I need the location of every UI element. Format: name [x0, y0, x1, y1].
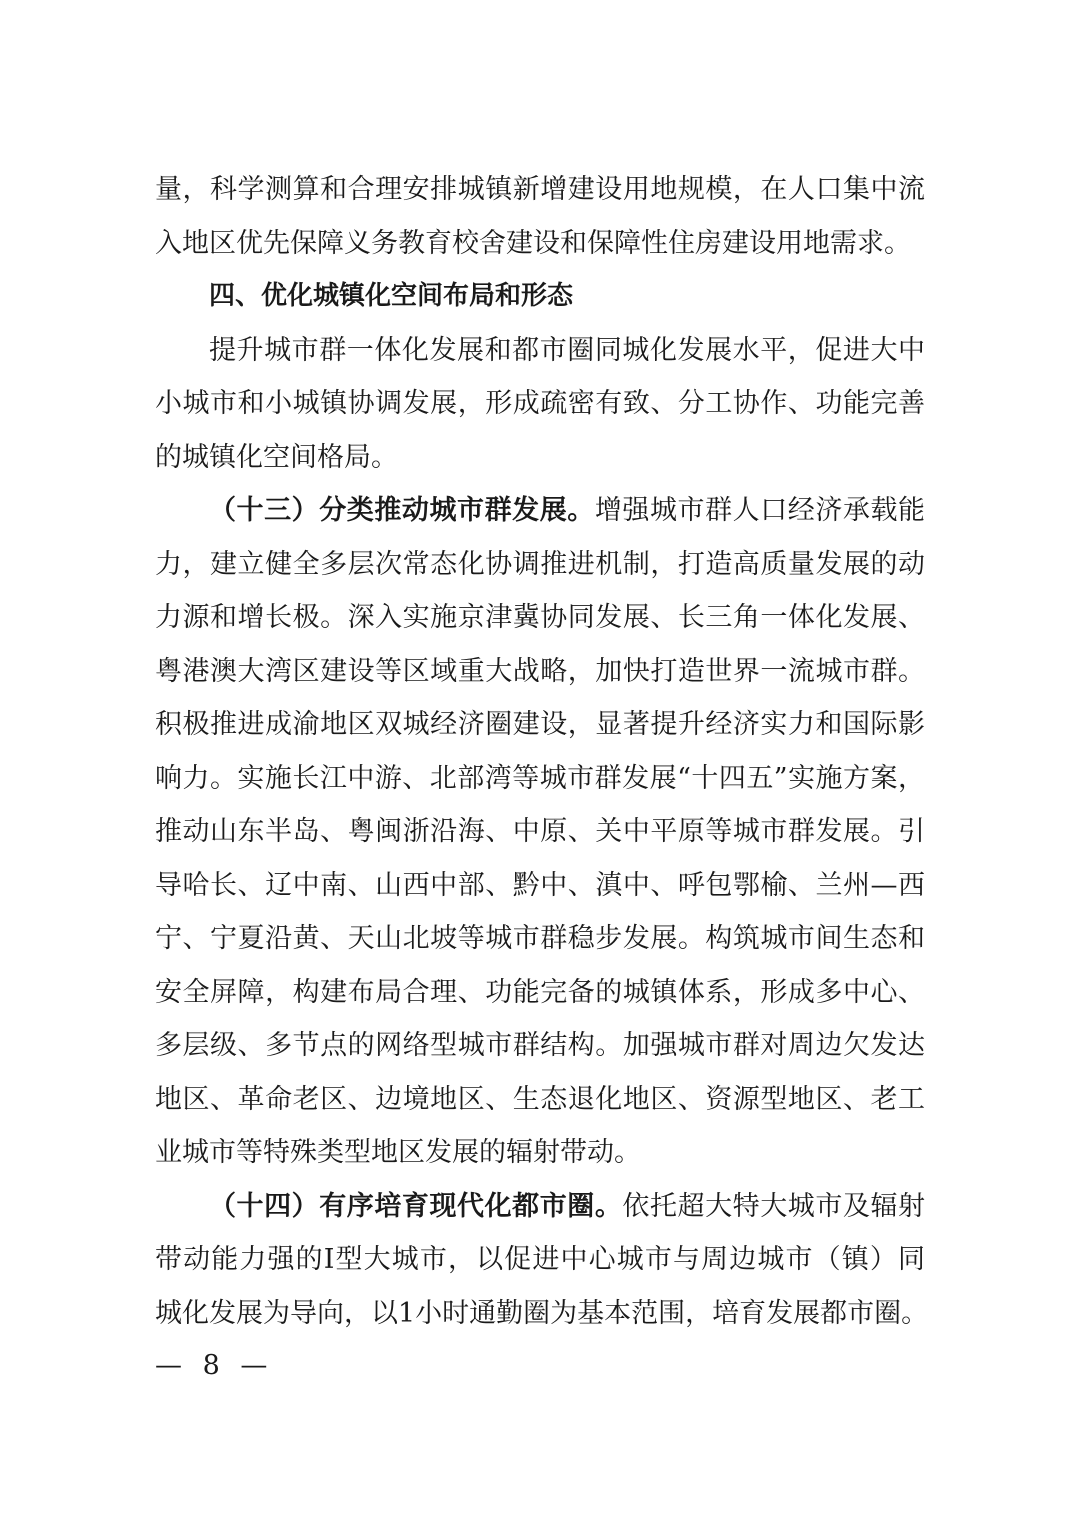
paragraph-first-line [155, 484, 925, 538]
document-body [155, 163, 929, 1340]
body-text: 依托超大特大城市及辐射 [622, 1190, 926, 1222]
body-line: 业城市等特殊类型地区发展的辐射带动。 [155, 1137, 641, 1168]
page-number: — 8 — [155, 1350, 274, 1381]
body-line: 城化发展为导向，以1小时通勤圈为基本范围，培育发展都市圈。 [155, 1297, 929, 1329]
body-line: 入地区优先保障义务教育校舍建设和保障性住房建设用地需求。 [155, 227, 911, 259]
body-line: 多层级、多节点的网络型城市群结构。加强城市群对周边欠发达 [155, 1030, 925, 1061]
body-line: 力，建立健全多层次常态化协调推进机制，打造高质量发展的动 [155, 548, 925, 580]
body-line: 地区、革命老区、边境地区、生态退化地区、资源型地区、老工 [155, 1083, 925, 1115]
body-line: 宁、宁夏沿黄、天山北坡等城市群稳步发展。构筑城市间生态和 [155, 923, 925, 954]
body-text: 增强城市群人口经济承载能 [594, 495, 926, 526]
paragraph-first-line [155, 1180, 925, 1234]
body-line: 导哈长、辽中南、山西中部、黔中、滇中、呼包鄂榆、兰州—西 [155, 869, 925, 901]
section-heading: 四、优化城镇化空间布局和形态 [209, 281, 574, 311]
body-line: 粤港澳大湾区建设等区域重大战略，加快打造世界一流城市群。 [155, 655, 925, 687]
body-line: 推动山东半岛、粤闽浙沿海、中原、关中平原等城市群发展。引 [155, 816, 925, 847]
paragraph-first-line: 提升城市群一体化发展和都市圈同城化发展水平，促进大中 [209, 334, 925, 366]
body-line: 积极推进成渝地区双城经济圈建设，显著提升经济实力和国际影 [155, 709, 925, 740]
body-line: 的城镇化空间格局。 [155, 441, 398, 473]
subsection-title: （十四）有序培育现代化都市圈。 [209, 1190, 623, 1222]
body-line: 力源和增长极。深入实施京津冀协同发展、长三角一体化发展、 [155, 602, 925, 633]
body-line: 量，科学测算和合理安排城镇新增建设用地规模，在人口集中流 [155, 174, 925, 205]
body-line: 小城市和小城镇协调发展，形成疏密有致、分工协作、功能完善 [155, 388, 925, 419]
body-line: 带动能力强的Ⅰ型大城市，以促进中心城市与周边城市（镇）同 [155, 1244, 925, 1275]
body-line: 安全屏障，构建布局合理、功能完备的城镇体系，形成多中心、 [155, 976, 925, 1008]
subsection-title: （十三）分类推动城市群发展。 [209, 495, 595, 526]
body-line: 响力。实施长江中游、北部湾等城市群发展“十四五”实施方案， [155, 762, 925, 794]
